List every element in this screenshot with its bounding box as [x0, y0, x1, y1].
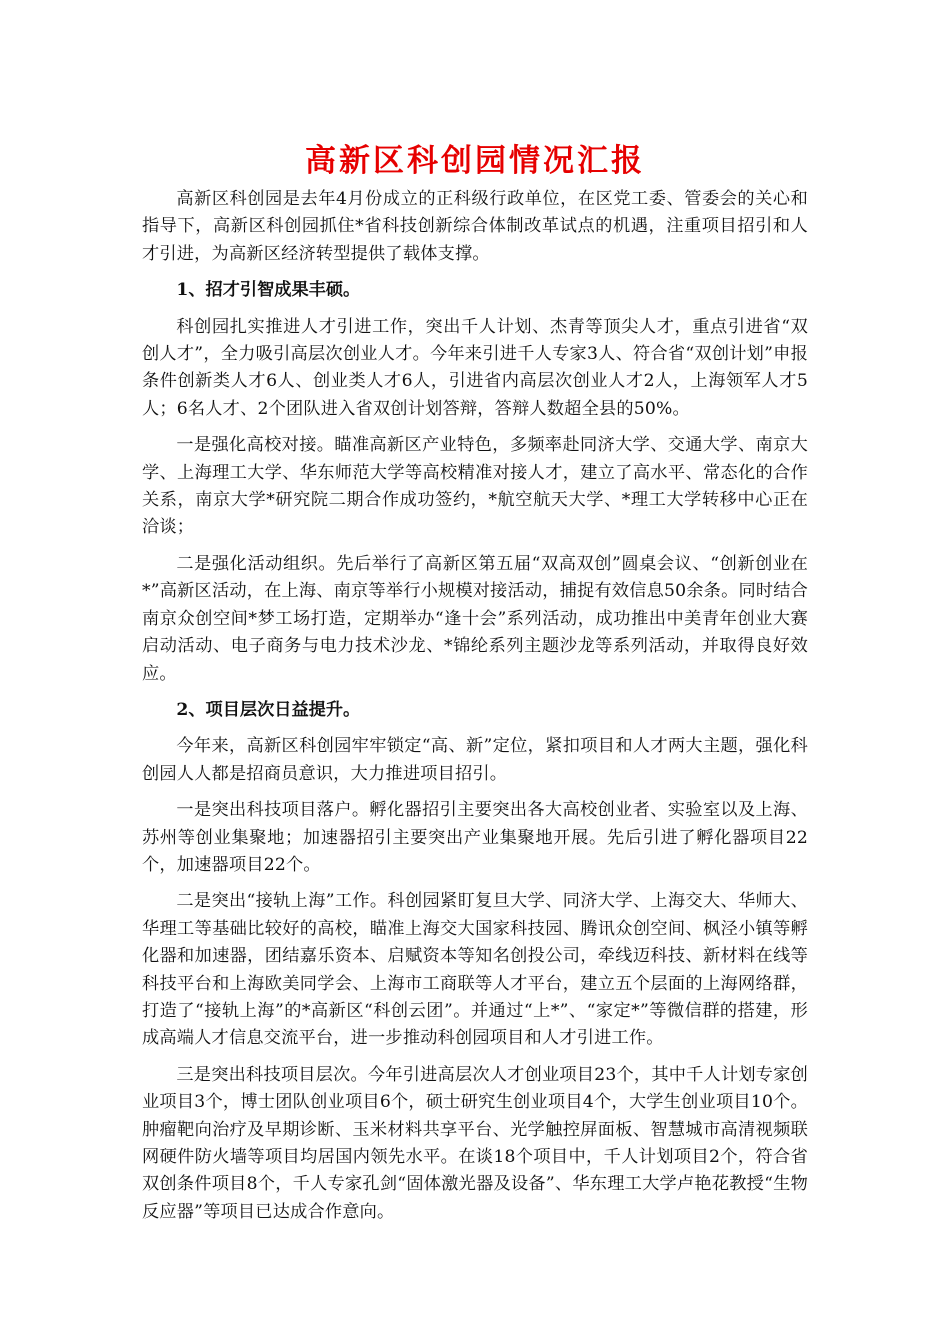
paragraph: 一是突出科技项目落户。孵化器招引主要突出各大高校创业者、实验室以及上海、苏州等创业集聚地；加速器招引主要突出产业集聚地开展。先后引进了孵化器项目22个，加速器项目22个。: [142, 800, 808, 875]
document-title: 高新区科创园情况汇报: [305, 143, 645, 179]
document-body: [142, 186, 808, 1226]
paragraph: 二是强化活动组织。先后举行了高新区第五届“双高双创”圆桌会议、“创新创业在*”高新区活动，在上海、南京等举行小规模对接活动，捕捉有效信息50余条。同时结合南京众创空间*梦工场打造，定期举办“逢十会”系列活动，成功推出中美青年创业大赛启动活动、电子商务与电力技术沙龙、*锦纶系列主题沙龙等系列活动，并取得良好效应。: [142, 553, 809, 684]
paragraph: 二是突出“接轨上海”工作。科创园紧盯复旦大学、同济大学、上海交大、华师大、华理工等基础比较好的高校，瞄准上海交大国家科技园、腾讯众创空间、枫泾小镇等孵化器和加速器，团结嘉乐资本、启赋资本等知名创投公司，牵线迈科技、新材料在线等科技平台和上海欧美同学会、上海市工商联等人才平台，建立五个层面的上海网络群，打造了“接轨上海”的*高新区“科创云团”。并通过“上*”、“家定*”等微信群的搭建，形成高端人才信息交流平台，进一步推动科创园项目和人才引进工作。: [142, 891, 808, 1049]
paragraph: 今年来，高新区科创园牢牢锁定“高、新”定位，紧扣项目和人才两大主题，强化科创园人人都是招商员意识，大力推进项目招引。: [142, 736, 808, 784]
paragraph: 一是强化高校对接。瞄准高新区产业特色，多频率赴同济大学、交通大学、南京大学、上海理工大学、华东师范大学等高校精准对接人才，建立了高水平、常态化的合作关系，南京大学*研究院二期合作成功签约，*航空航天大学、*理工大学转移中心正在洽谈；: [142, 435, 808, 538]
paragraph: 高新区科创园是去年4月份成立的正科级行政单位，在区党工委、管委会的关心和指导下，高新区科创园抓住*省科技创新综合体制改革试点的机遇，注重项目招引和人才引进，为高新区经济转型提供了载体支撑。: [142, 189, 808, 264]
section-heading: 2、项目层次日益提升。: [176, 699, 361, 720]
paragraph: 科创园扎实推进人才引进工作，突出千人计划、杰青等顶尖人才，重点引进省“双创人才”，全力吸引高层次创业人才。今年来引进千人专家3人、符合省“双创计划”申报条件创新类人才6人、创业类人才6人，引进省内高层次创业人才2人，上海领军人才5人；6名人才、2个团队进入省双创计划答辩，答辩人数超全县的50%。: [142, 316, 808, 419]
paragraph: 三是突出科技项目层次。今年引进高层次人才创业项目23个，其中千人计划专家创业项目3个，博士团队创业项目6个，硕士研究生创业项目4个，大学生创业项目10个。肿瘤靶向治疗及早期诊断、玉米材料共享平台、光学触控屏面板、智慧城市高清视频联网硬件防火墙等项目均居国内领先水平。在谈18个项目中，千人计划项目2个，符合省双创条件项目8个，千人专家孔剑“固体激光器及设备”、华东理工大学卢艳花教授“生物反应器”等项目已达成合作意向。: [142, 1064, 808, 1222]
section-heading: 1、招才引智成果丰硕。: [176, 280, 361, 301]
